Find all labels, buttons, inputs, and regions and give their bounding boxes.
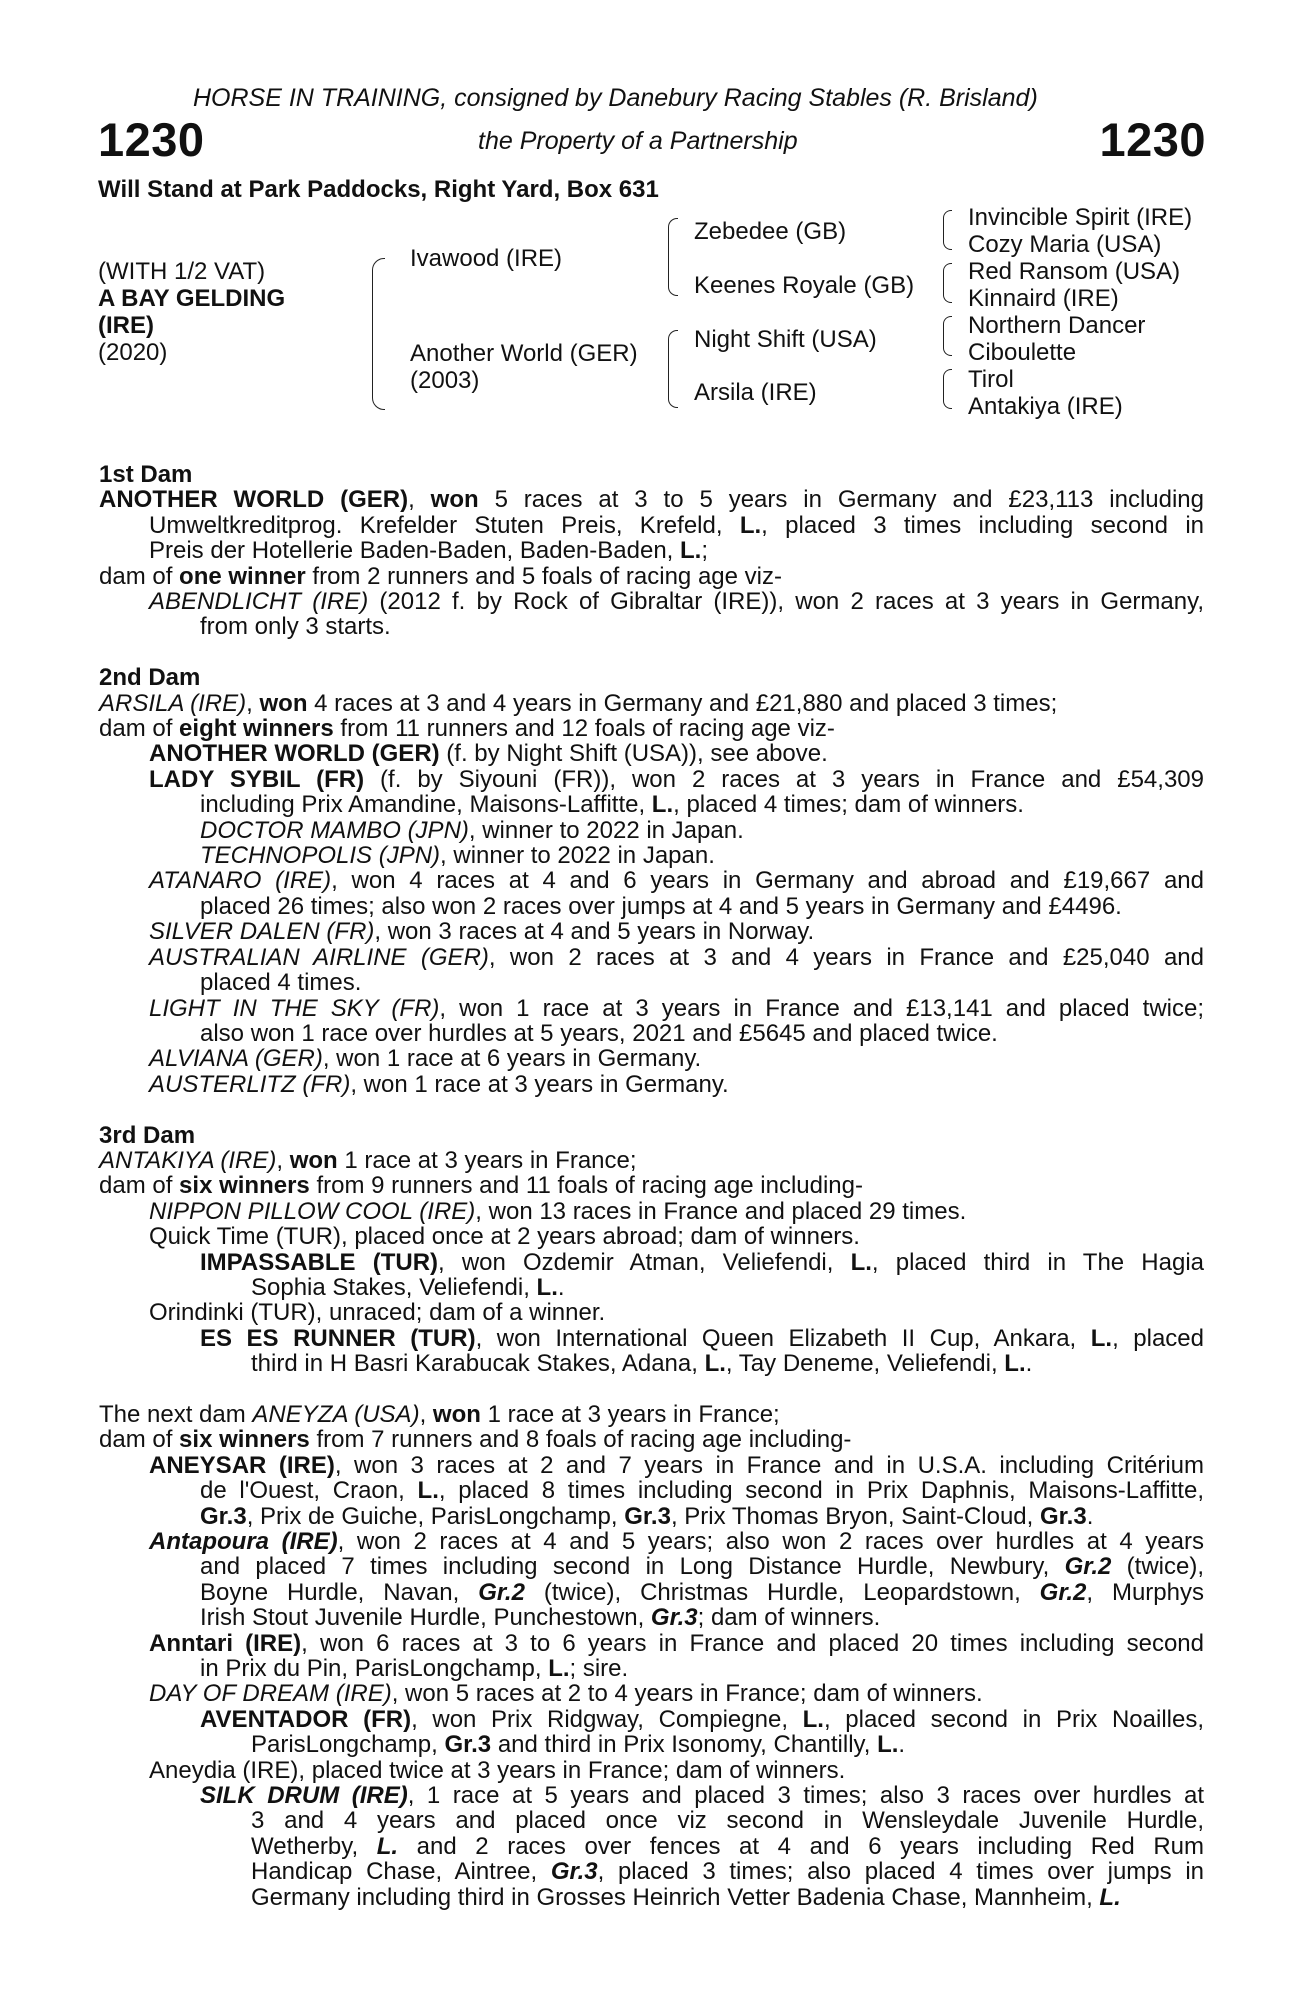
text: (f. by Night Shift (USA)), see above. <box>439 740 828 768</box>
horse-name: ANTAKIYA (IRE) <box>99 1146 277 1174</box>
listed-mark: L. <box>536 1273 558 1301</box>
horse-name: AUSTRALIAN AIRLINE (GER) <box>149 943 489 971</box>
produce-aneysar-2 <box>99 1478 1204 1503</box>
won-label: won <box>289 1146 338 1174</box>
produce-aneysar <box>99 1453 1204 1478</box>
text: 1 race at 3 years in France; <box>480 1400 780 1428</box>
pedigree-brace-ss <box>943 210 952 250</box>
text: , won 1 race at 3 years in France and £13,141 and placed twice; <box>439 994 1204 1022</box>
group-mark: Gr.2 <box>478 1578 525 1606</box>
produce-impassable <box>99 1250 1204 1275</box>
produce-lady-sybil <box>99 767 1204 792</box>
produce-technopolis <box>99 843 1204 868</box>
horse-name: ANEYSAR (IRE) <box>149 1451 335 1479</box>
produce-austerlitz <box>99 1072 1204 1097</box>
text: from 2 runners and 5 foals of racing age viz- <box>305 562 782 590</box>
produce-silver-dalen <box>99 919 1204 944</box>
text: . <box>898 1731 906 1759</box>
horse-name: SILK DRUM (IRE) <box>200 1782 408 1810</box>
pedigree-dds: Tirol <box>968 366 1014 393</box>
text: in Prix du Pin, ParisLongchamp, <box>200 1655 549 1683</box>
text: , placed 3 times including second in <box>761 511 1204 539</box>
text: Irish Stout Juvenile Hurdle, Punchestown, <box>200 1604 651 1632</box>
produce-antapoura <box>99 1529 1204 1554</box>
text: The next dam <box>99 1400 253 1428</box>
pedigree-dam-year: (2003) <box>410 367 480 394</box>
pedigree-sdd: Kinnaird (IRE) <box>968 285 1119 312</box>
text: , placed <box>1112 1324 1205 1352</box>
text: Preis der Hotellerie Baden-Baden, Baden-Baden, <box>149 537 680 565</box>
horse-origin: (IRE) <box>98 312 154 339</box>
horse-name: ANOTHER WORLD (GER) <box>149 740 440 768</box>
first-dam-heading: 1st Dam <box>99 461 193 488</box>
produce-silk-drum-3 <box>99 1834 1204 1859</box>
text: , won International Queen Elizabeth II Cup, Ankara, <box>475 1324 1091 1352</box>
produce-silk-drum-5 <box>99 1885 1204 1910</box>
text: , won 4 races at 4 and 6 years in Germany and abroad and £19,667 and <box>331 867 1204 895</box>
produce-nippon-pillow-cool <box>99 1199 1204 1224</box>
text: Boyne Hurdle, Navan, <box>200 1578 479 1606</box>
winner-count: one winner <box>179 562 306 590</box>
pedigree-brace-dd <box>943 369 952 409</box>
text: , won 3 races at 2 and 7 years in France and in U.S.A. including Critérium <box>334 1451 1204 1479</box>
text: dam of <box>99 715 180 743</box>
horse-name: ALVIANA (GER) <box>149 1045 323 1073</box>
text: and placed 7 times including second in Long Distance Hurdle, Newbury, <box>200 1553 1065 1581</box>
text: from 11 runners and 12 foals of racing age viz- <box>333 715 835 743</box>
pedigree-brace-dam <box>668 330 678 408</box>
produce-atanaro <box>99 868 1204 893</box>
pedigree-brace-ds <box>943 316 952 356</box>
text: , won 2 races at 3 and 4 years in France and £25,040 and <box>488 943 1204 971</box>
won-label: won <box>432 1400 481 1428</box>
produce-anntari-2 <box>99 1656 1204 1681</box>
text: placed 4 times. <box>200 969 362 997</box>
produce-antapoura-3 <box>99 1580 1204 1605</box>
text: Umweltkreditprog. Krefelder Stuten Preis, Krefeld, <box>149 511 740 539</box>
text: , Prix Thomas Bryon, Saint-Cloud, <box>670 1502 1040 1530</box>
horse-name: SILVER DALEN (FR) <box>149 918 375 946</box>
text: also won 1 race over hurdles at 5 years, 2021 and £5645 and placed twice. <box>200 1019 998 1047</box>
horse-name: AVENTADOR (FR) <box>200 1705 412 1733</box>
catalogue-text <box>99 462 1204 1910</box>
text: (twice), <box>1111 1553 1205 1581</box>
produce-aneysar-3 <box>99 1504 1204 1529</box>
pedigree-dss: Northern Dancer <box>968 312 1146 339</box>
text: , won 1 race at 3 years in Germany. <box>350 1070 729 1098</box>
winner-count: six winners <box>179 1172 310 1200</box>
won-label: won <box>259 689 308 717</box>
horse-description: A BAY GELDING <box>98 285 286 312</box>
listed-mark: L. <box>802 1705 824 1733</box>
produce-es-es-runner-2 <box>99 1351 1204 1376</box>
group-mark: Gr.2 <box>1064 1553 1112 1581</box>
text: , placed 3 times; also placed 4 times over jumps in <box>597 1858 1204 1886</box>
produce-impassable-2 <box>99 1275 1204 1300</box>
first-dam-record: ANOTHER WORLD (GER), won 5 races at 3 to 5 years in Germany and £23,113 including <box>99 486 1204 514</box>
text: Sophia Stakes, Veliefendi, <box>251 1273 537 1301</box>
produce-silk-drum <box>99 1783 1204 1808</box>
group-mark: Gr.3 <box>444 1731 492 1759</box>
listed-mark: L. <box>704 1350 726 1378</box>
produce-silk-drum-2 <box>99 1808 1204 1833</box>
group-mark: Gr.3 <box>550 1858 598 1886</box>
text: , won 3 races at 4 and 5 years in Norway. <box>374 918 815 946</box>
text: Germany including third in Grosses Heinrich Vetter Badenia Chase, Mannheim, <box>251 1883 1100 1911</box>
group-mark: Gr.3 <box>624 1502 671 1530</box>
pedigree-sire: Ivawood (IRE) <box>410 245 563 272</box>
text: de l'Ouest, Craon, <box>200 1477 418 1505</box>
horse-name: LADY SYBIL (FR) <box>149 765 365 793</box>
pedigree-sds: Red Ransom (USA) <box>968 258 1181 285</box>
produce-another-world <box>99 741 1204 766</box>
text: , winner to 2022 in Japan. <box>440 842 715 870</box>
text: (twice), Christmas Hurdle, Leopardstown, <box>524 1578 1040 1606</box>
second-dam-heading: 2nd Dam <box>99 664 201 692</box>
text: , won 6 races at 3 to 6 years in France and placed 20 times including second <box>301 1629 1204 1657</box>
text: . <box>557 1273 565 1301</box>
text: from only 3 starts. <box>200 613 391 641</box>
listed-mark: L. <box>1099 1883 1121 1911</box>
produce-es-es-runner <box>99 1326 1204 1351</box>
listed-mark: L. <box>1090 1324 1113 1352</box>
first-dam-record-2 <box>99 513 1204 538</box>
produce-antapoura-4 <box>99 1605 1204 1630</box>
text: , Prix de Guiche, ParisLongchamp, <box>246 1502 625 1530</box>
text: , winner to 2022 in Japan. <box>468 816 744 844</box>
text: . <box>1025 1350 1033 1378</box>
produce-light-in-the-sky <box>99 996 1204 1021</box>
pedigree-sss: Invincible Spirit (IRE) <box>968 204 1193 231</box>
listed-mark: L. <box>376 1832 399 1860</box>
text: , won 1 race at 6 years in Germany. <box>322 1045 702 1073</box>
horse-name: DAY OF DREAM (IRE) <box>149 1680 392 1708</box>
text: , <box>419 1400 433 1428</box>
horse-name: ES ES RUNNER (TUR) <box>200 1324 476 1352</box>
horse-name: DOCTOR MAMBO (JPN) <box>200 816 469 844</box>
listed-mark: L. <box>651 791 674 819</box>
text: , 1 race at 5 years and placed 3 times; also 3 races over hurdles at <box>407 1782 1205 1810</box>
text: and third in Prix Isonomy, Chantilly, <box>491 1731 878 1759</box>
pedigree-ssd: Cozy Maria (USA) <box>968 231 1162 258</box>
produce-alviana <box>99 1046 1204 1071</box>
pedigree-sire-dam: Keenes Royale (GB) <box>694 272 915 299</box>
text: , Tay Deneme, Veliefendi, <box>725 1350 1005 1378</box>
horse-name: TECHNOPOLIS (JPN) <box>200 842 441 870</box>
text: 3 and 4 years and placed once viz second in Wensleydale Juvenile Hurdle, <box>251 1807 1204 1835</box>
pedigree-brace-main <box>372 258 385 410</box>
produce-anntari <box>99 1631 1204 1656</box>
pedigree-dam-dam: Arsila (IRE) <box>694 379 817 406</box>
horse-name: NIPPON PILLOW COOL (IRE) <box>149 1197 476 1225</box>
pedigree-ddd: Antakiya (IRE) <box>968 393 1123 420</box>
produce-quick-time: Quick Time (TUR), placed once at 2 years abroad; dam of winners. <box>149 1223 860 1251</box>
listed-mark: L. <box>877 1731 899 1759</box>
text: including Prix Amandine, Maisons-Laffitte, <box>200 791 652 819</box>
first-dam-produce <box>99 564 1204 589</box>
text: ; dam of winners. <box>697 1604 881 1632</box>
text: ; sire. <box>569 1655 629 1683</box>
text: dam of <box>99 1172 180 1200</box>
group-mark: Gr.3 <box>200 1502 247 1530</box>
horse-name: LIGHT IN THE SKY (FR) <box>149 994 440 1022</box>
text: (2012 f. by Rock of Gibraltar (IRE)), won 2 races at 3 years in Germany, <box>368 588 1204 616</box>
next-dam-record <box>99 1402 1204 1427</box>
produce-silk-drum-4 <box>99 1859 1204 1884</box>
listed-mark: L. <box>680 537 702 565</box>
listed-mark: L. <box>739 511 762 539</box>
horse-name: ABENDLICHT (IRE) <box>149 588 369 616</box>
group-mark: Gr.2 <box>1039 1578 1087 1606</box>
pedigree-brace-sire <box>668 218 678 296</box>
pedigree-dsd: Ciboulette <box>968 339 1077 366</box>
produce-antapoura-2 <box>99 1554 1204 1579</box>
text: , Murphys <box>1086 1578 1204 1606</box>
pedigree-brace-sd <box>943 263 952 303</box>
third-dam-produce <box>99 1173 1204 1198</box>
second-dam-record: ARSILA (IRE), won 4 races at 3 and 4 years in Germany and £21,880 and placed 3 times; <box>99 689 1058 717</box>
text: 1 race at 3 years in France; <box>337 1146 637 1174</box>
produce-doctor-mambo <box>99 818 1204 843</box>
lot-number-right: 1230 <box>1099 113 1206 166</box>
text: , placed second in Prix Noailles, <box>823 1705 1205 1733</box>
text: , placed third in The Hagia <box>871 1248 1204 1276</box>
text: , won 2 races at 4 and 5 years; also won 2 races over hurdles at 4 years <box>337 1528 1204 1556</box>
group-mark: Gr.3 <box>650 1604 698 1632</box>
third-dam-record: ANTAKIYA (IRE), won 1 race at 3 years in France; <box>99 1146 637 1174</box>
second-dam-produce <box>99 716 1204 741</box>
text: placed 26 times; also won 2 races over jumps at 4 and 5 years in Germany and £4496. <box>200 892 1122 920</box>
text: . <box>1086 1502 1094 1530</box>
produce-aventador-2 <box>99 1732 1204 1757</box>
text: , placed 8 times including second in Prix Daphnis, Maisons-Laffitte, <box>438 1477 1204 1505</box>
text: ; <box>701 537 708 565</box>
winner-count: six winners <box>179 1426 310 1454</box>
pedigree-dam-sire: Night Shift (USA) <box>694 326 877 353</box>
text: dam of <box>99 1426 180 1454</box>
text: ParisLongchamp, <box>251 1731 445 1759</box>
text: , won 5 races at 2 to 4 years in France; dam of winners. <box>391 1680 983 1708</box>
horse-name: ARSILA (IRE) <box>99 689 247 717</box>
group-mark: Gr.3 <box>1039 1502 1087 1530</box>
next-dam-produce <box>99 1427 1204 1452</box>
produce-atanaro-2 <box>99 894 1204 919</box>
first-dam-record-3 <box>99 538 1204 563</box>
text: third in H Basri Karabucak Stakes, Adana, <box>251 1350 705 1378</box>
listed-mark: L. <box>1004 1350 1026 1378</box>
horse-name: ANOTHER WORLD (GER) <box>99 486 409 514</box>
produce-aneydia: Aneydia (IRE), placed twice at 3 years in France; dam of winners. <box>149 1756 846 1784</box>
text: (f. by Siyouni (FR)), won 2 races at 3 years in France and £54,309 <box>364 765 1204 793</box>
horse-name: Antapoura (IRE) <box>149 1528 338 1556</box>
produce-abendlicht <box>99 589 1204 614</box>
text: 5 races at 3 to 5 years in Germany and £23,113 including <box>478 486 1204 514</box>
produce-day-of-dream <box>99 1681 1204 1706</box>
won-label: won <box>430 486 479 514</box>
text: Wetherby, <box>251 1832 377 1860</box>
stand-location: Will Stand at Park Paddocks, Right Yard, Box 631 <box>98 176 659 203</box>
text: Handicap Chase, Aintree, <box>251 1858 551 1886</box>
winner-count: eight winners <box>179 715 334 743</box>
text: and 2 races over fences at 4 and 6 years including Red Rum <box>398 1832 1204 1860</box>
property-line: the Property of a Partnership <box>478 127 798 155</box>
produce-orindinki: Orindinki (TUR), unraced; dam of a winner. <box>149 1299 606 1327</box>
produce-australian-airline-2 <box>99 970 1204 995</box>
text: , won Ozdemir Atman, Veliefendi, <box>438 1248 851 1276</box>
produce-abendlicht-2 <box>99 614 1204 639</box>
text: dam of <box>99 562 180 590</box>
produce-light-in-the-sky-2 <box>99 1021 1204 1046</box>
text: 4 races at 3 and 4 years in Germany and £21,880 and placed 3 times; <box>307 689 1058 717</box>
horse-name: AUSTERLITZ (FR) <box>149 1070 351 1098</box>
pedigree-sire-sire: Zebedee (GB) <box>694 218 847 245</box>
horse-name: IMPASSABLE (TUR) <box>200 1248 439 1276</box>
consignor-line: HORSE IN TRAINING, consigned by Danebury Racing Stables (R. Brisland) <box>193 84 1038 112</box>
horse-name: ATANARO (IRE) <box>149 867 332 895</box>
vat-note: (WITH 1/2 VAT) <box>98 258 266 285</box>
horse-name: ANEYZA (USA) <box>252 1400 420 1428</box>
produce-australian-airline <box>99 945 1204 970</box>
text: , won 13 races in France and placed 29 times. <box>475 1197 967 1225</box>
produce-aventador <box>99 1707 1204 1732</box>
pedigree-dam: Another World (GER) <box>410 340 638 367</box>
horse-year: (2020) <box>98 339 168 366</box>
text: from 7 runners and 8 foals of racing age including- <box>309 1426 852 1454</box>
third-dam-heading: 3rd Dam <box>99 1121 196 1149</box>
text: , won Prix Ridgway, Compiegne, <box>411 1705 803 1733</box>
text: from 9 runners and 11 foals of racing age including- <box>309 1172 863 1200</box>
listed-mark: L. <box>548 1655 570 1683</box>
lot-number-left: 1230 <box>98 113 205 166</box>
listed-mark: L. <box>417 1477 439 1505</box>
horse-name: Anntari (IRE) <box>149 1629 302 1657</box>
text: , placed 4 times; dam of winners. <box>673 791 1024 819</box>
listed-mark: L. <box>850 1248 872 1276</box>
produce-lady-sybil-2 <box>99 792 1204 817</box>
